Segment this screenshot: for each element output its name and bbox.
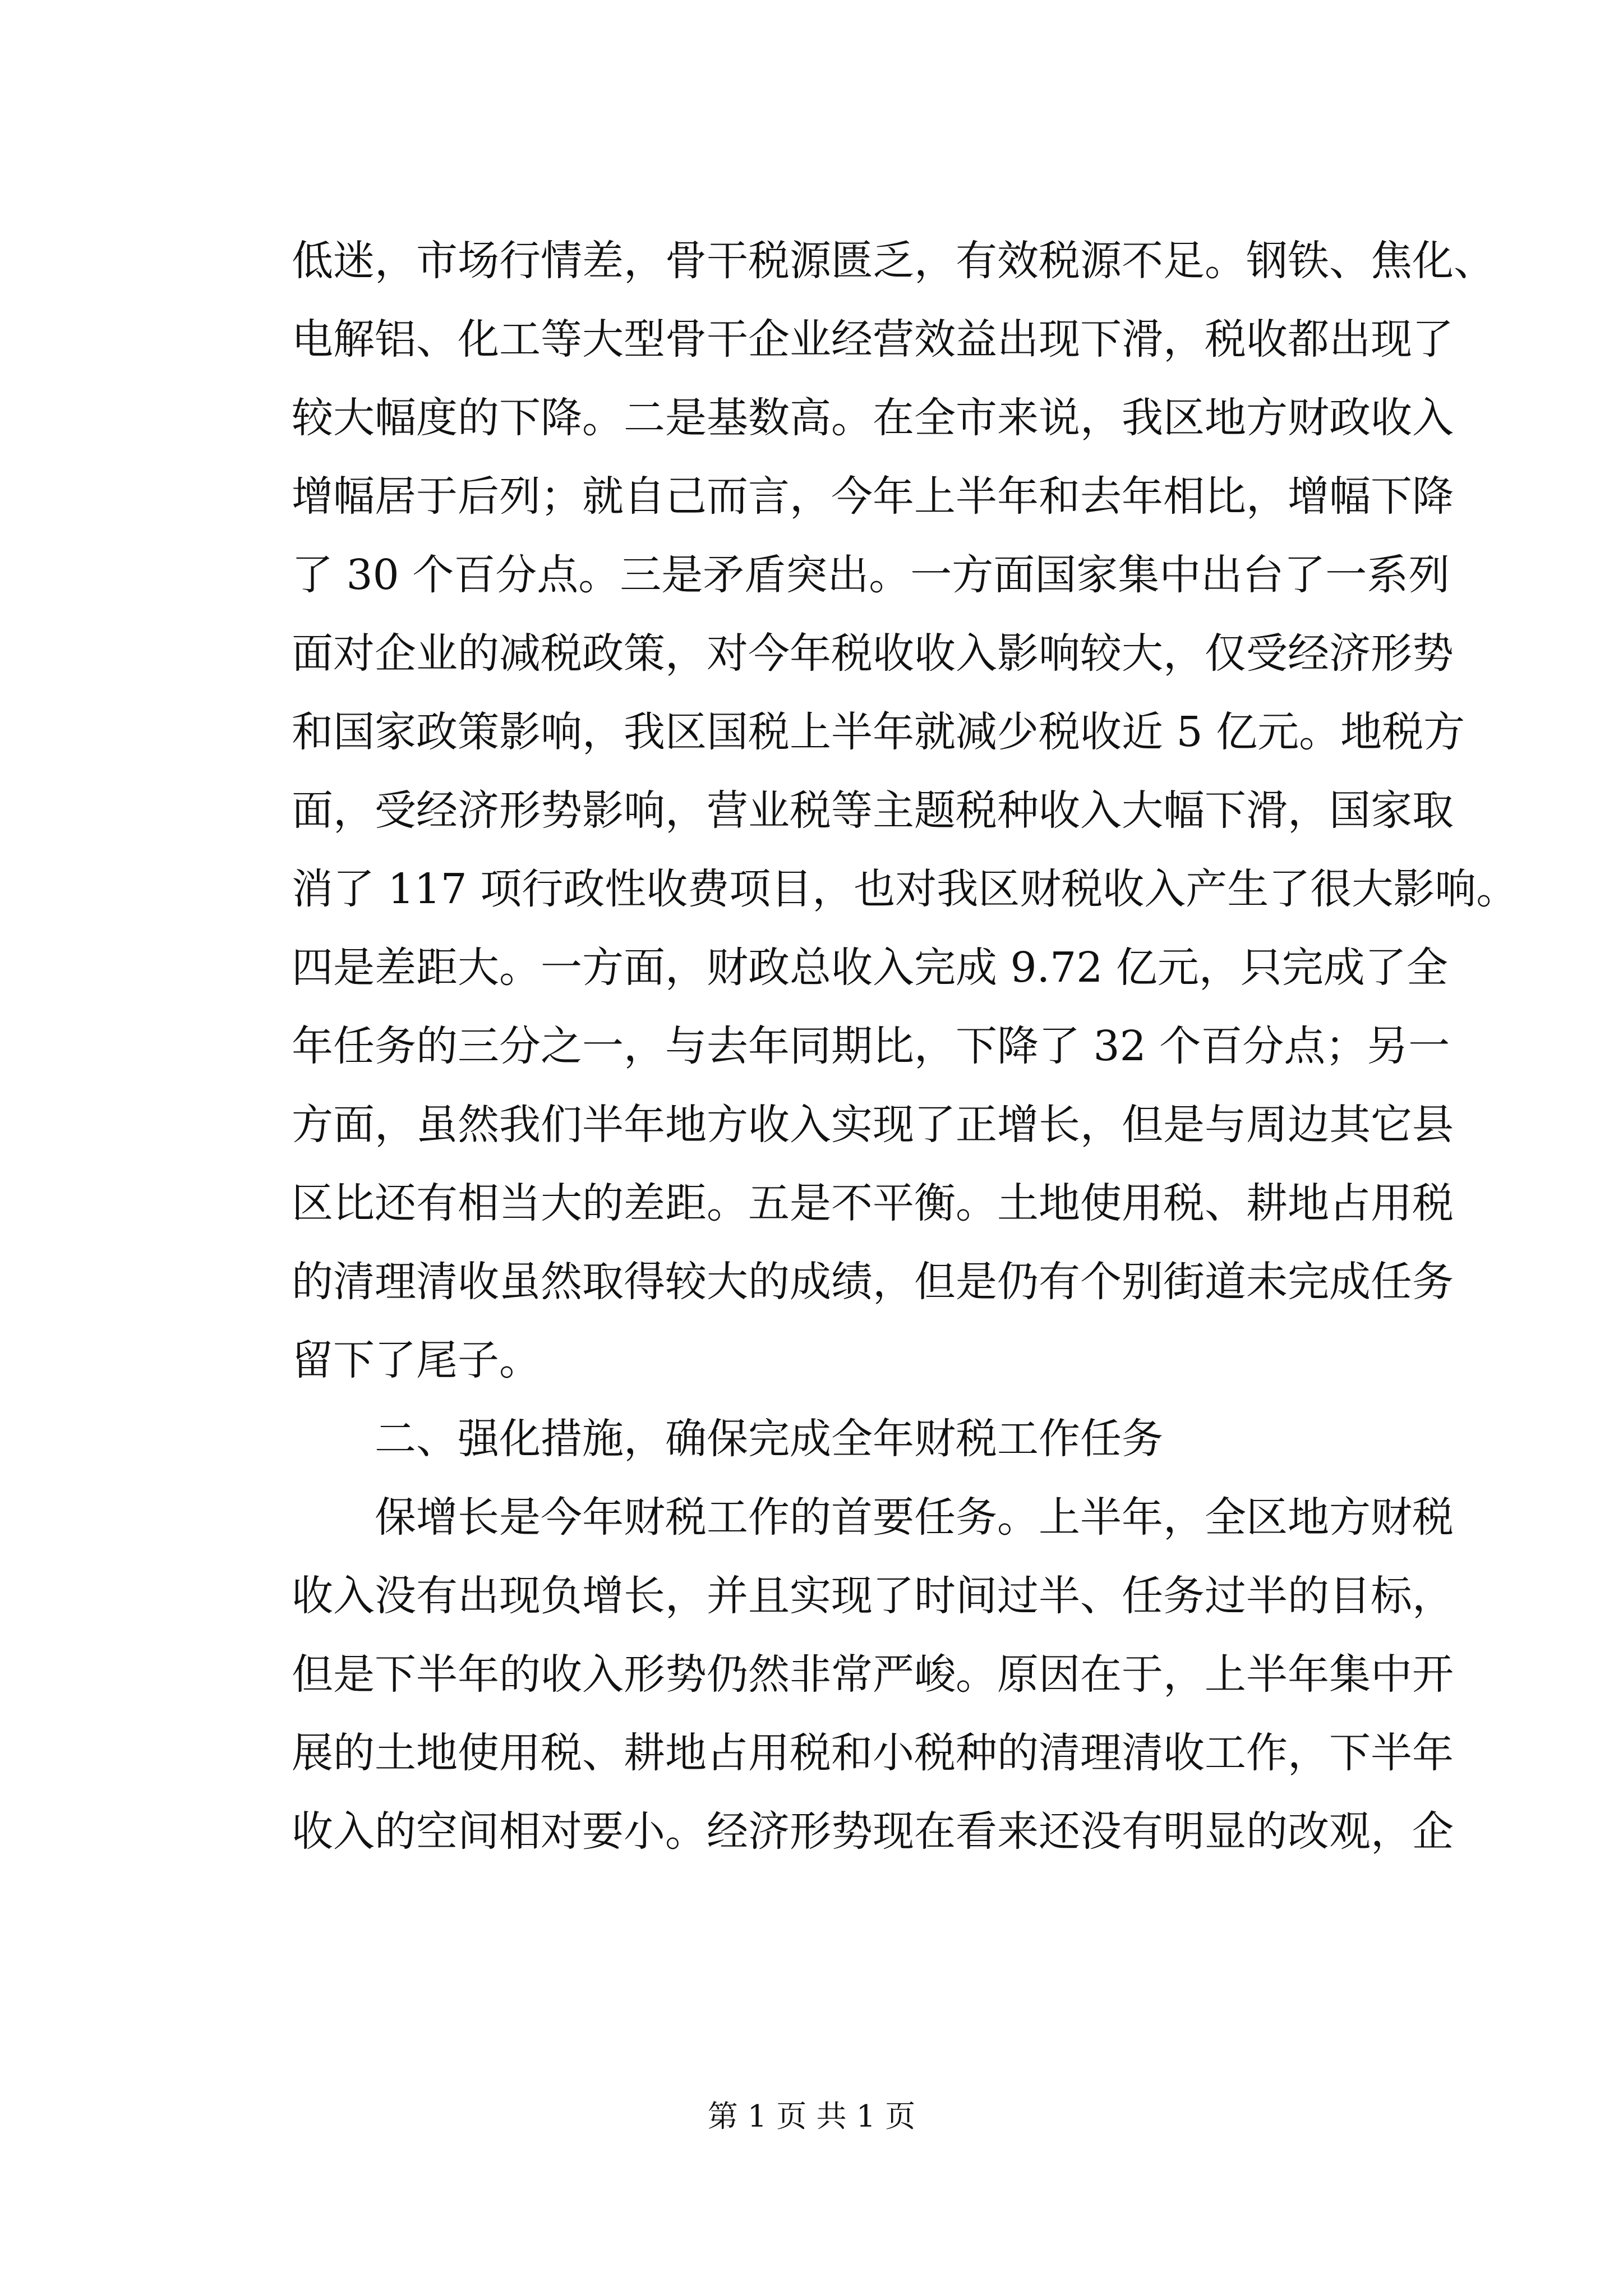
page-number-footer: 第 1 页 共 1 页 — [707, 2099, 916, 2134]
section-heading: 二、强化措施，确保完成全年财税工作任务 — [375, 1415, 1163, 1463]
text-line: 增幅居于后列；就自己而言，今年上半年和去年相比，增幅下降 — [292, 472, 1454, 521]
text-line: 电解铝、化工等大型骨干企业经营效益出现下滑，税收都出现了 — [292, 315, 1454, 364]
text-line: 区比还有相当大的差距。五是不平衡。土地使用税、耕地占用税 — [292, 1179, 1454, 1227]
text-line: 的清理清收虽然取得较大的成绩，但是仍有个别街道未完成任务 — [292, 1258, 1454, 1306]
document-body — [292, 222, 1518, 1871]
text-line: 留下了尾子。 — [292, 1336, 541, 1384]
text-line: 展的土地使用税、耕地占用税和小税种的清理清收工作，下半年 — [292, 1729, 1454, 1777]
text-line: 消了 117 项行政性收费项目，也对我区财税收入产生了很大影响。 — [292, 865, 1518, 913]
text-line: 和国家政策影响，我区国税上半年就减少税收近 5 亿元。地税方 — [292, 708, 1465, 756]
text-line: 低迷，市场行情差，骨干税源匮乏，有效税源不足。钢铁、焦化、 — [292, 237, 1495, 285]
text-line: 较大幅度的下降。二是基数高。在全市来说，我区地方财政收入 — [292, 394, 1454, 442]
text-line: 年任务的三分之一，与去年同期比，下降了 32 个百分点；另一 — [292, 1022, 1450, 1070]
text-line: 但是下半年的收入形势仍然非常严峻。原因在于，上半年集中开 — [292, 1650, 1454, 1699]
text-line: 方面，虽然我们半年地方收入实现了正增长，但是与周边其它县 — [292, 1101, 1454, 1149]
text-line: 面，受经济形势影响，营业税等主题税种收入大幅下滑，国家取 — [292, 786, 1454, 835]
text-line: 面对企业的减税政策，对今年税收收入影响较大，仅受经济形势 — [292, 629, 1454, 678]
text-line: 了 30 个百分点。三是矛盾突出。一方面国家集中出台了一系列 — [292, 551, 1450, 599]
text-line: 四是差距大。一方面，财政总收入完成 9.72 亿元，只完成了全 — [292, 944, 1448, 992]
text-line: 保增长是今年财税工作的首要任务。上半年，全区地方财税 — [375, 1493, 1454, 1542]
text-line: 收入的空间相对要小。经济形势现在看来还没有明显的改观，企 — [292, 1807, 1454, 1856]
text-line: 收入没有出现负增长，并且实现了时间过半、任务过半的目标， — [292, 1572, 1454, 1620]
